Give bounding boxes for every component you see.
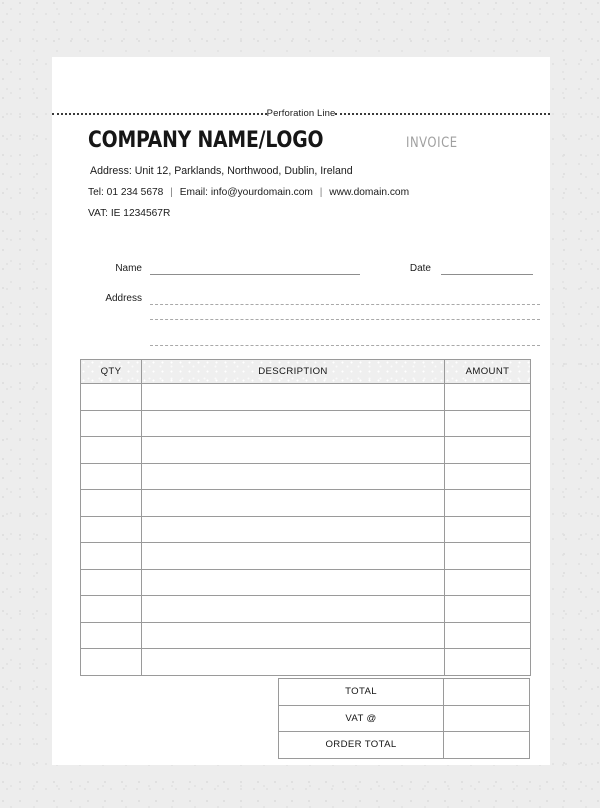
line-item-description-cell[interactable] (142, 622, 445, 649)
company-header (88, 129, 518, 219)
line-item-description-cell[interactable] (142, 516, 445, 543)
line-item-description-cell[interactable] (142, 410, 445, 437)
totals-table (278, 678, 530, 759)
name-label: Name (115, 263, 142, 274)
column-header-description: DESCRIPTION (142, 360, 445, 384)
invoice-title: INVOICE (406, 135, 458, 151)
address-label: Address (105, 293, 142, 304)
column-header-qty: QTY (81, 360, 142, 384)
company-address: Address: Unit 12, Parklands, Northwood, Dublin, Ireland (90, 164, 353, 177)
line-item-amount-cell[interactable] (445, 543, 531, 570)
line-items-table (80, 359, 531, 676)
date-field-row (397, 263, 533, 275)
totals-label: ORDER TOTAL (279, 732, 444, 759)
company-vat: VAT: IE 1234567R (88, 207, 171, 219)
totals-row (279, 679, 530, 706)
table-row (81, 622, 531, 649)
line-item-qty-cell[interactable] (81, 543, 142, 570)
table-row (81, 516, 531, 543)
line-item-qty-cell[interactable] (81, 569, 142, 596)
line-item-qty-cell[interactable] (81, 516, 142, 543)
contact-separator-1: | (170, 186, 173, 198)
address-field-row (90, 293, 540, 305)
line-item-description-cell[interactable] (142, 384, 445, 411)
name-field-row (90, 263, 360, 275)
date-input[interactable] (441, 274, 533, 275)
line-item-qty-cell[interactable] (81, 410, 142, 437)
line-items-header (81, 360, 531, 384)
line-item-amount-cell[interactable] (445, 384, 531, 411)
line-item-amount-cell[interactable] (445, 516, 531, 543)
company-website: www.domain.com (329, 186, 410, 198)
totals-body (279, 679, 530, 759)
line-items-body (81, 384, 531, 676)
line-item-qty-cell[interactable] (81, 384, 142, 411)
company-email: Email: info@yourdomain.com (179, 186, 313, 198)
company-contact (88, 187, 518, 198)
line-item-amount-cell[interactable] (445, 622, 531, 649)
totals-label: VAT @ (279, 705, 444, 732)
perforation-dots-right (335, 113, 550, 116)
company-tel: Tel: 01 234 5678 (88, 186, 164, 198)
table-header-row (81, 360, 531, 384)
line-item-qty-cell[interactable] (81, 437, 142, 464)
line-item-qty-cell[interactable] (81, 649, 142, 676)
date-label: Date (409, 263, 431, 274)
totals-row (279, 732, 530, 759)
line-item-amount-cell[interactable] (445, 463, 531, 490)
address-input-line-1[interactable] (150, 304, 540, 305)
address-field-row-3 (150, 345, 540, 346)
table-row (81, 384, 531, 411)
line-item-qty-cell[interactable] (81, 463, 142, 490)
table-row (81, 596, 531, 623)
totals-label: TOTAL (279, 679, 444, 706)
table-row (81, 649, 531, 676)
line-item-description-cell[interactable] (142, 437, 445, 464)
table-row (81, 569, 531, 596)
column-header-amount: AMOUNT (445, 360, 531, 384)
totals-row (279, 705, 530, 732)
line-item-description-cell[interactable] (142, 649, 445, 676)
table-row (81, 463, 531, 490)
line-item-amount-cell[interactable] (445, 437, 531, 464)
line-item-amount-cell[interactable] (445, 410, 531, 437)
invoice-page (52, 57, 550, 765)
line-item-amount-cell[interactable] (445, 649, 531, 676)
line-item-qty-cell[interactable] (81, 490, 142, 517)
table-row (81, 543, 531, 570)
totals-value[interactable] (444, 732, 530, 759)
address-input-line-3[interactable] (150, 345, 540, 346)
table-row (81, 437, 531, 464)
line-item-amount-cell[interactable] (445, 596, 531, 623)
line-item-amount-cell[interactable] (445, 490, 531, 517)
totals-value[interactable] (444, 705, 530, 732)
line-item-description-cell[interactable] (142, 596, 445, 623)
table-row (81, 410, 531, 437)
perforation-line (52, 107, 550, 121)
contact-separator-2: | (319, 186, 323, 198)
name-input[interactable] (150, 274, 360, 275)
address-field-row-2 (150, 319, 540, 320)
customer-form (52, 257, 550, 347)
line-item-qty-cell[interactable] (81, 622, 142, 649)
address-input-line-2[interactable] (150, 319, 540, 320)
line-item-description-cell[interactable] (142, 463, 445, 490)
line-item-description-cell[interactable] (142, 543, 445, 570)
company-name: COMPANY NAME/LOGO (88, 127, 324, 153)
perforation-label: Perforation Line (266, 107, 336, 119)
perforation-dots-left (52, 113, 267, 116)
table-row (81, 490, 531, 517)
totals-value[interactable] (444, 679, 530, 706)
line-item-description-cell[interactable] (142, 490, 445, 517)
line-item-amount-cell[interactable] (445, 569, 531, 596)
line-item-description-cell[interactable] (142, 569, 445, 596)
line-item-qty-cell[interactable] (81, 596, 142, 623)
